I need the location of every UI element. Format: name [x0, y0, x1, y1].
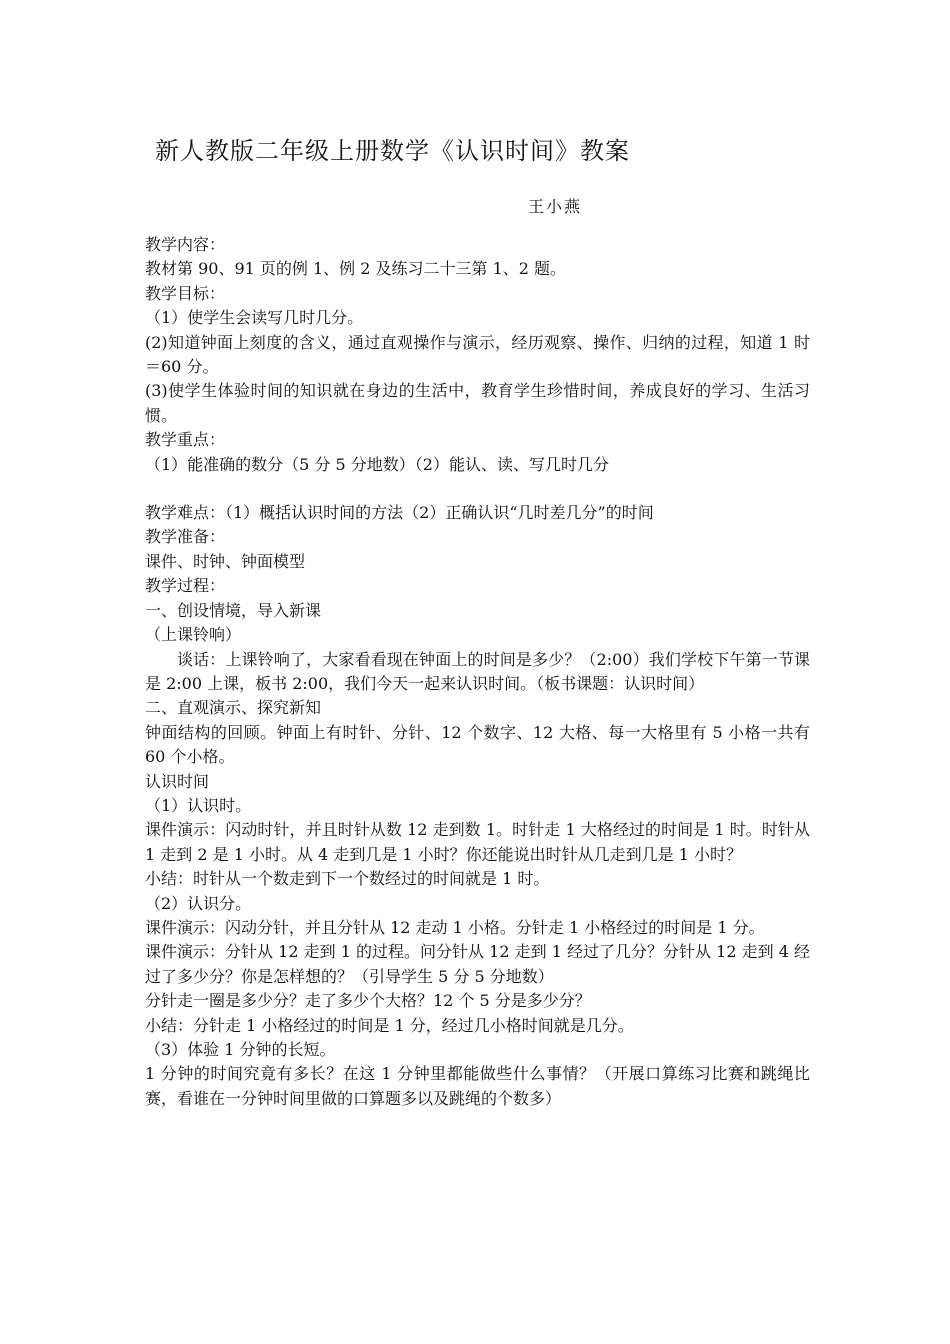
author-name: 王小燕: [528, 197, 583, 216]
paragraph: （2）认识分。: [145, 893, 252, 913]
spacer: [145, 477, 810, 501]
paragraph: 谈话：上课铃响了，大家看看现在钟面上的时间是多少？（2:00）我们学校下午第一节课是 2:00 上课，板书 2:00，我们今天一起来认识时间。（板书课题：认识时间）: [145, 649, 810, 693]
paragraph: 认识时间: [145, 771, 210, 791]
section-heading: 一、创设情境，导入新课: [145, 600, 322, 620]
paragraph: 教材第 90、91 页的例 1、例 2 及练习二十三第 1、2 题。: [145, 259, 567, 279]
paragraph: 分针走一圈是多少分？走了多少个大格？12 个 5 分是多少分？: [145, 991, 591, 1011]
paragraph: 小结：分针走 1 小格经过的时间是 1 分，经过几小格时间就是几分。: [145, 1015, 634, 1035]
paragraph: （上课铃响）: [145, 625, 242, 645]
paragraph: （1）使学生会读写几时几分。: [145, 308, 364, 328]
paragraph: 课件、时钟、钟面模型: [145, 551, 306, 571]
paragraph: (2)知道钟面上刻度的含义，通过直观操作与演示，经历观察、操作、归纳的过程，知道 1 时＝60 分。: [145, 332, 810, 377]
heading-process: 教学过程：: [145, 576, 226, 596]
section-heading: 二、直观演示、探究新知: [145, 698, 322, 718]
document-body: [145, 233, 810, 1111]
paragraph: 小结：时针从一个数走到下一个数经过的时间就是 1 时。: [145, 869, 550, 889]
paragraph: （1）认识时。: [145, 795, 252, 815]
paragraph: （3）体验 1 分钟的长短。: [145, 1040, 336, 1059]
document-title: 新人教版二年级上册数学《认识时间》教案: [155, 137, 630, 165]
paragraph: 课件演示：分针从 12 走到 1 的过程。问分针从 12 走到 1 经过了几分？分针从 12 走到 4 经过了多少分？你是怎样想的？（引导学生 5 分 5 分地数）: [145, 942, 810, 986]
paragraph: （1）能准确的数分（5 分 5 分地数）（2）能认、读、写几时几分: [145, 454, 609, 474]
paragraph: 1 分钟的时间究竟有多长？在这 1 分钟里都能做些什么事情？（开展口算练习比赛和跳绳比赛，看谁在一分钟时间里做的口算题多以及跳绳的个数多）: [145, 1064, 810, 1108]
paragraph: 教学难点：（1）概括认识时间的方法（2）正确认识“几时差几分”的时间: [145, 503, 654, 523]
paragraph: 课件演示：闪动时针，并且时针从数 12 走到数 1。时针走 1 大格经过的时间是 1 时。时针从 1 走到 2 是 1 小时。从 4 走到几是 1 小时？你还能说出时针从几走到几是 1 小时？: [145, 820, 810, 864]
heading-preparation: 教学准备：: [145, 527, 226, 547]
paragraph: (3)使学生体验时间的知识就在身边的生活中，教育学生珍惜时间，养成良好的学习、生活习惯。: [145, 381, 810, 425]
paragraph: 钟面结构的回顾。钟面上有时针、分针、12 个数字、12 大格、每一大格里有 5 小格一共有 60 个小格。: [145, 722, 810, 767]
heading-content: 教学内容：: [145, 235, 226, 254]
paragraph: 课件演示：闪动分针，并且分针从 12 走动 1 小格。分针走 1 小格经过的时间是 1 分。: [145, 917, 765, 937]
heading-objectives: 教学目标：: [145, 283, 226, 303]
heading-key-points: 教学重点：: [145, 430, 226, 450]
